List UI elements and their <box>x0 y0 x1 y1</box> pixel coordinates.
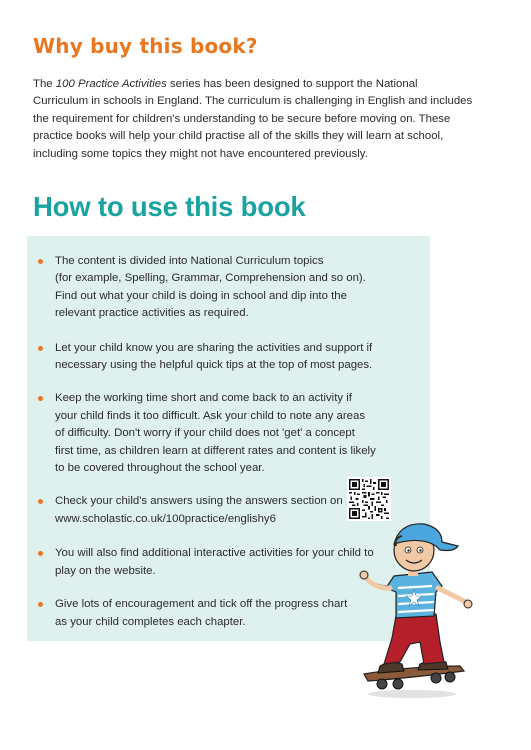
why-buy-title: Why buy this book? <box>33 34 258 58</box>
intro-line-3: the requirement for children's understanding to be secure before moving on. These <box>33 112 451 125</box>
list-item: Keep the working time short and come back to an activity if your child finds it too difficult. Ask your child to note any areas of difficulty. Don't worry if your child does not 'get' a concept first time, as children learn at different rates and content is likely to be covered throughout the school year. <box>33 390 413 477</box>
bullet-icon <box>38 259 43 264</box>
answers-link[interactable]: www.scholastic.co.uk/100practice/englishy6 <box>55 512 276 525</box>
intro-line-5: including some topics they might not have encountered previously. <box>33 147 368 160</box>
series-name: 100 Practice Activities <box>55 78 167 90</box>
bullet-icon <box>38 499 43 504</box>
how-to-use-title: How to use this book <box>33 191 306 222</box>
bullet-icon <box>38 602 43 607</box>
bullet-icon <box>38 346 43 351</box>
list-item: Check your child's answers using the answers section on www.scholastic.co.uk/100practice/englishy6 <box>33 493 413 528</box>
list-item: Let your child know you are sharing the activities and support if necessary using the helpful quick tips at the top of most pages. <box>33 340 413 375</box>
intro-line-1: The 100 Practice Activities series has been designed to support the National <box>33 78 418 90</box>
bullet-icon <box>38 551 43 556</box>
bullet-icon <box>38 396 43 401</box>
intro-paragraph <box>33 76 503 163</box>
qr-code-icon[interactable] <box>347 477 391 521</box>
list-item: You will also find additional interactive activities for your child to play on the website. <box>33 545 413 580</box>
intro-line-2: Curriculum in schools in England. The curriculum is challenging in English and includes <box>33 95 473 108</box>
list-item: Give lots of encouragement and tick off the progress chart as your child completes each chapter. <box>33 596 413 631</box>
intro-line-4: practice books will help your child practise all of the skills they will learn at school, <box>33 130 444 143</box>
skateboard-kid-illustration <box>350 516 480 702</box>
list-item: The content is divided into National Curriculum topics (for example, Spelling, Grammar, Comprehension and so on). Find out what your child is doing in school and dip into the relevant practice activities as required. <box>33 253 413 323</box>
